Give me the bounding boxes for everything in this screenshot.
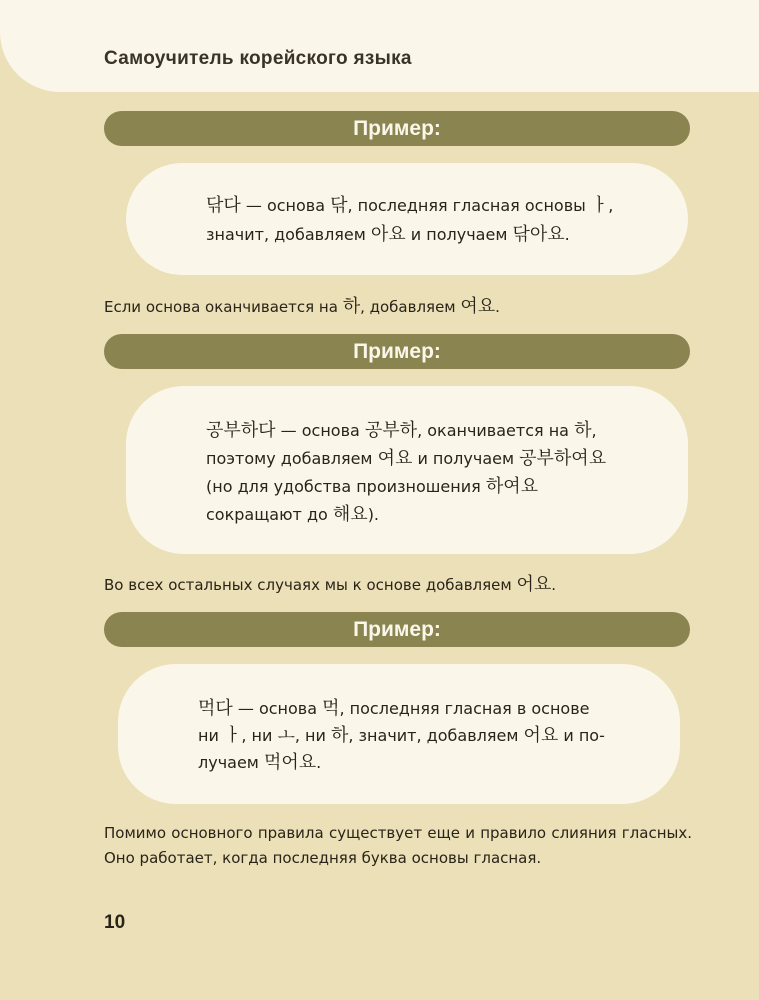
example-bubble-2 xyxy=(126,386,688,554)
example-1-line-1: 닦다 — основа 닦, последняя гласная основы ㅏ, xyxy=(206,195,614,216)
page-number: 10 xyxy=(104,912,126,933)
example-2-line-4: сокращают до 해요). xyxy=(206,504,380,525)
example-label: Пример: xyxy=(353,617,441,641)
rule-note-2: Во всех остальных случаях мы к основе добавляем 어요. xyxy=(104,574,557,595)
example-1-line-2: значит, добавляем 아요 и получаем 닦아요. xyxy=(206,224,570,245)
example-header-1 xyxy=(104,111,690,146)
example-label: Пример: xyxy=(353,116,441,140)
example-header-2 xyxy=(104,334,690,369)
page-header-title: Самоучитель корейского языка xyxy=(104,48,412,69)
rule-note-1: Если основа оканчивается на 하, добавляем 여요. xyxy=(104,296,500,317)
example-3-line-1: 먹다 — основа 먹, последняя гласная в основе xyxy=(198,698,590,719)
example-bubble-1 xyxy=(126,163,688,275)
example-header-3 xyxy=(104,612,690,647)
example-3-line-2: ни ㅏ, ни ㅗ, ни 하, значит, добавляем 어요 и по- xyxy=(198,725,605,746)
example-2-line-2: поэтому добавляем 여요 и получаем 공부하여요 xyxy=(206,448,607,469)
example-3-line-3: лучаем 먹어요. xyxy=(198,752,322,773)
example-2-line-1: 공부하다 — основа 공부하, оканчивается на 하, xyxy=(206,420,597,441)
header-bar xyxy=(0,0,759,92)
example-label: Пример: xyxy=(353,339,441,363)
example-2-line-3: (но для удобства произношения 하여요 xyxy=(206,476,538,497)
example-bubble-3 xyxy=(118,664,680,804)
rule-note-3: Помимо основного правила существует еще и правило слияния гласных. Оно работает, когда последняя буква основы гласная. xyxy=(104,824,692,867)
